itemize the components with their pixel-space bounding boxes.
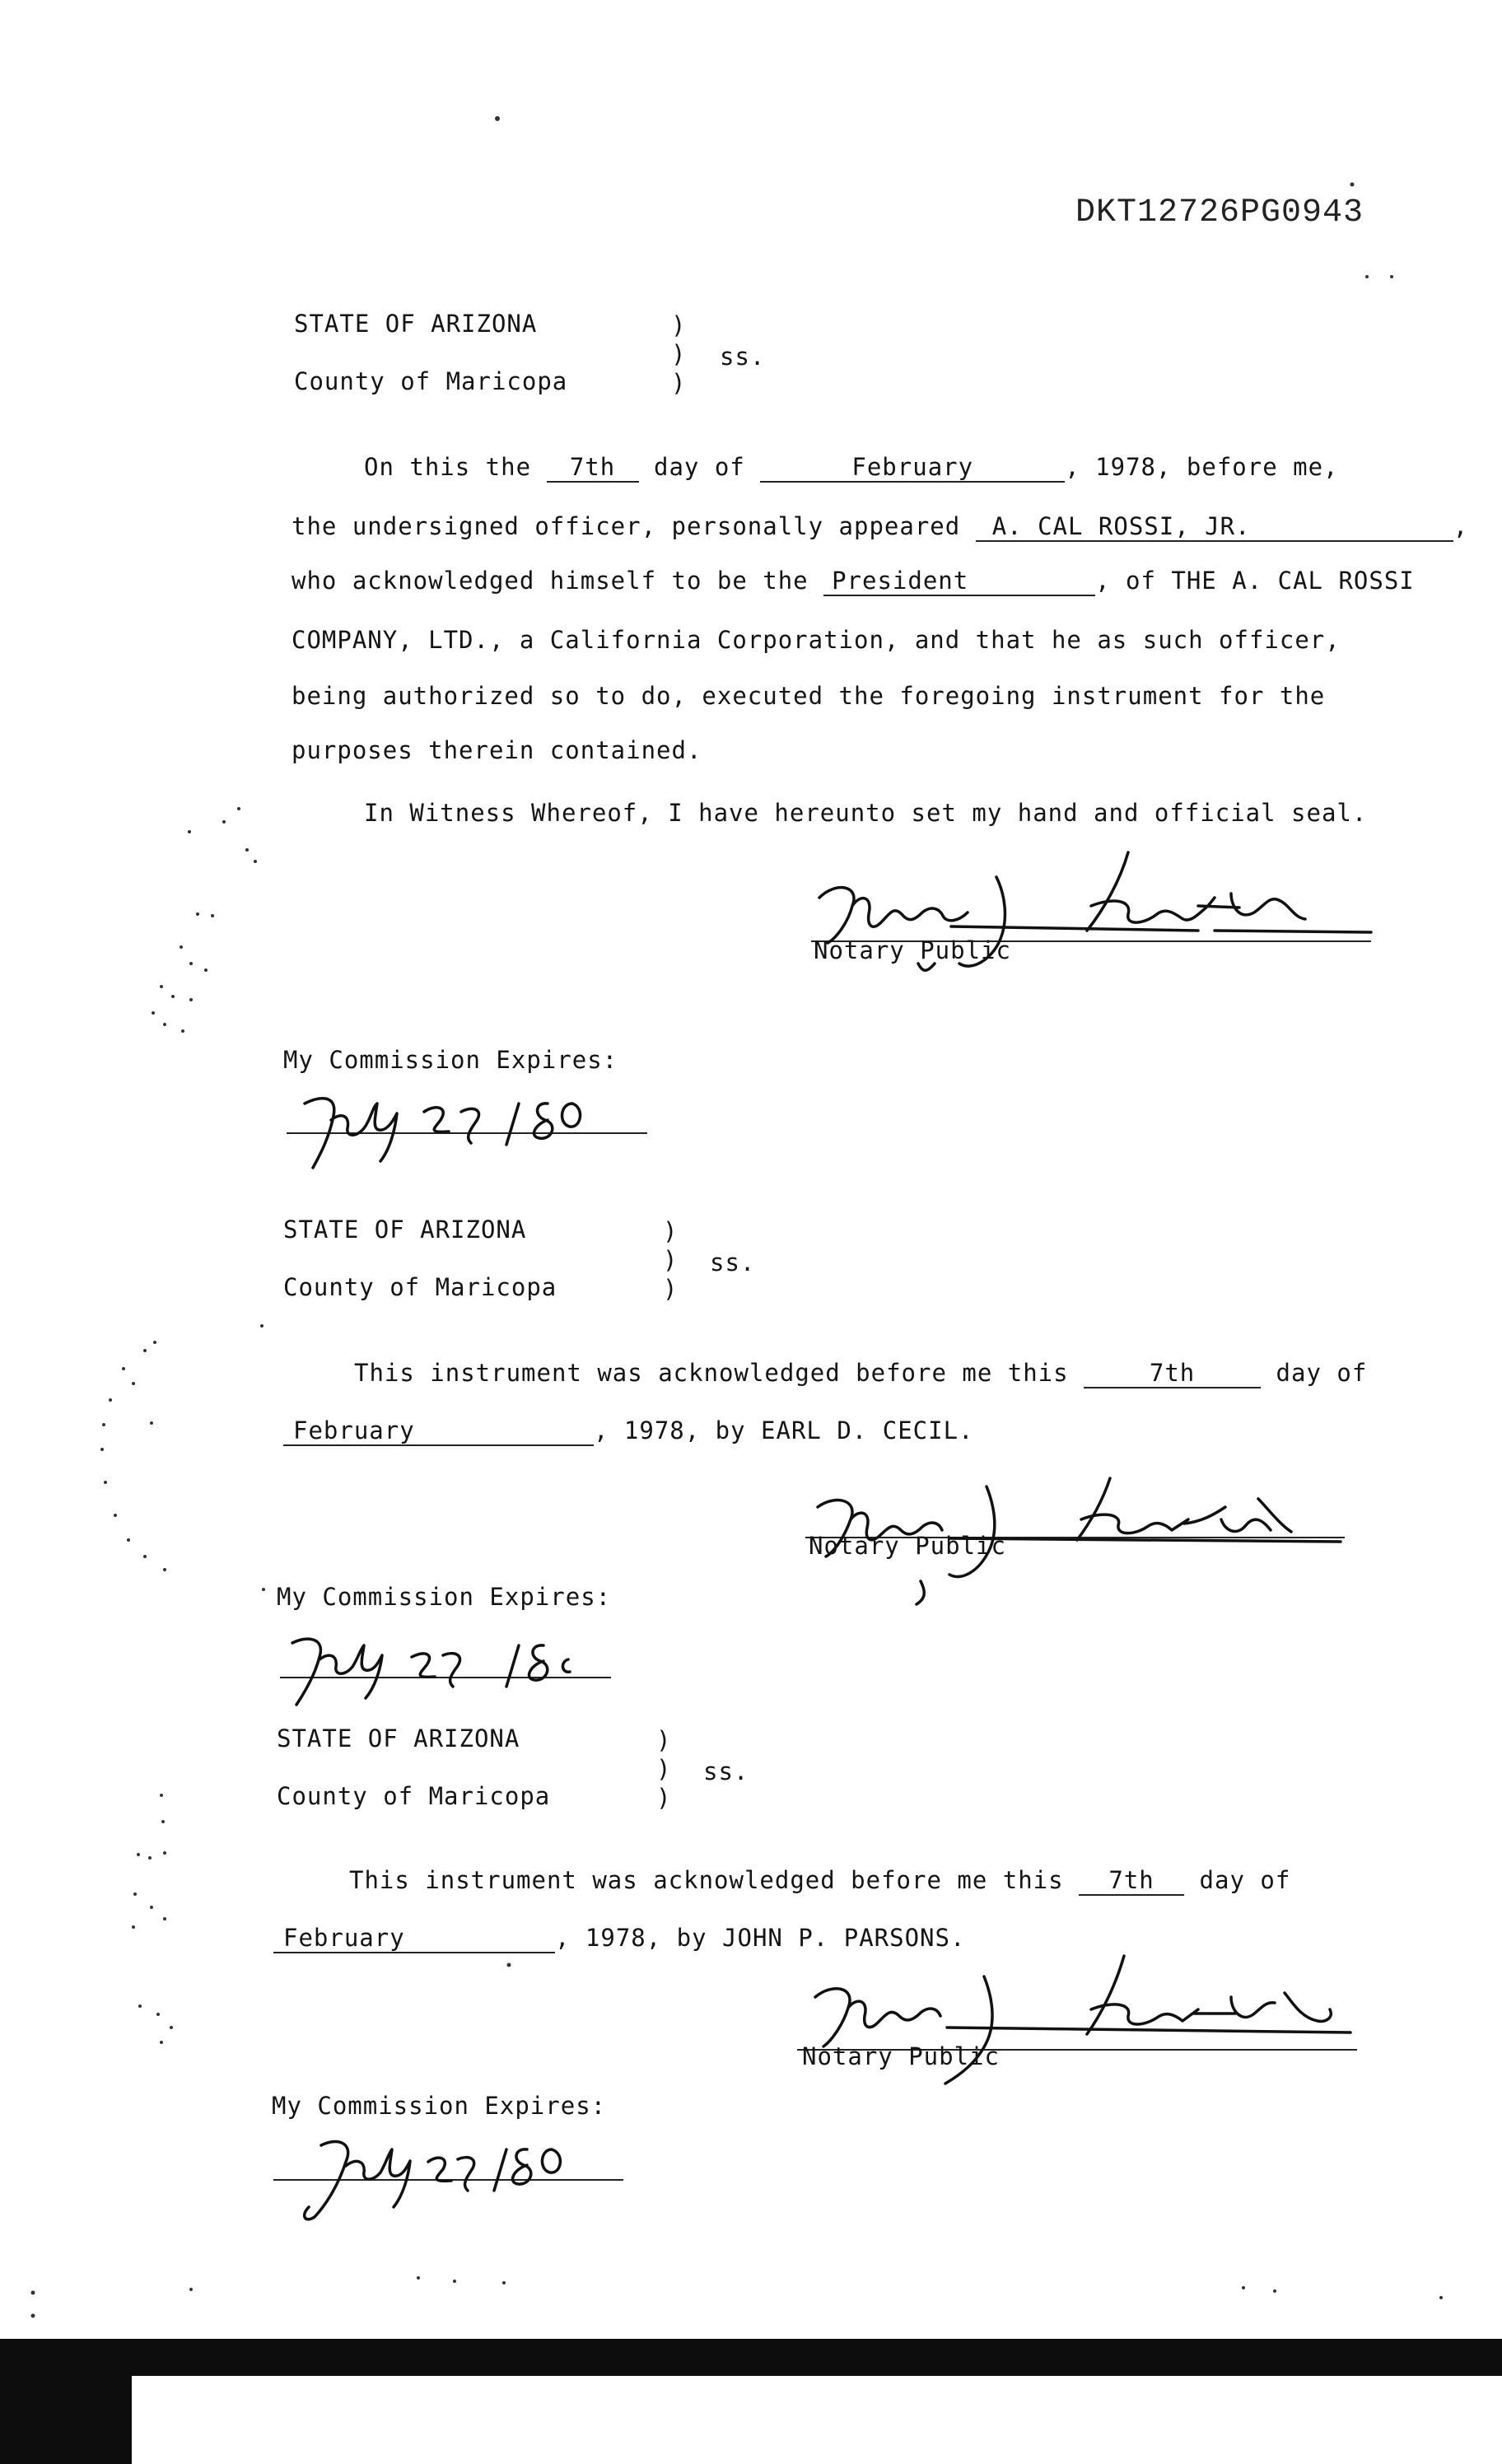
paren-1a: ) (671, 311, 687, 339)
ack-line-3 (292, 567, 1415, 596)
commission-date-1 (280, 1079, 642, 1178)
ss-label-1: ss. (720, 343, 766, 371)
county-heading-3: County of Maricopa (277, 1782, 551, 1810)
notary-signature-3 (791, 1952, 1367, 2092)
commission-date-3 (264, 2125, 626, 2232)
notary-label-2: Notary Public (809, 1532, 1006, 1560)
paren-1b: ) (671, 340, 687, 368)
person-field: A. CAL ROSSI, JR. (976, 514, 1453, 542)
state-heading-2: STATE OF ARIZONA (283, 1216, 527, 1244)
ack-line-2: the undersigned officer, personally appeared A. CAL ROSSI, JR. , (292, 512, 1469, 540)
ack-text: , 1978, before me, (1065, 453, 1339, 481)
ack-text: who acknowledged himself to be the (292, 567, 809, 595)
paren-1c: ) (671, 369, 687, 397)
state-heading-3: STATE OF ARIZONA (277, 1724, 520, 1752)
ack-line-1 (364, 453, 1339, 483)
commission-date-2 (272, 1622, 618, 1713)
county-heading-1: County of Maricopa (294, 367, 568, 395)
ack-text: This instrument was acknowledged before me this (349, 1866, 1064, 1894)
notary-signature-1 (803, 848, 1379, 988)
ack-text: , 1978, by JOHN P. PARSONS. (555, 1924, 966, 1952)
ack-text: day of (654, 453, 745, 481)
ack-line-6: purposes therein contained. (292, 736, 702, 764)
notary-label-3: Notary Public (802, 2042, 1000, 2070)
ack-text: day of (1276, 1359, 1368, 1387)
paren-3b: ) (656, 1755, 672, 1783)
ack3-line-2 (273, 1924, 965, 1953)
day-field: 7th (547, 455, 639, 483)
day-field-3: 7th (1079, 1868, 1184, 1896)
ack2-line-1 (354, 1359, 1367, 1388)
ack-text: This instrument was acknowledged before me this (354, 1359, 1069, 1387)
paren-2b: ) (663, 1246, 679, 1274)
ack-text: day of (1199, 1866, 1291, 1894)
ack3-line-1 (349, 1866, 1290, 1896)
month-field-3: February (273, 1925, 555, 1953)
document-number: DKT12726PG0943 (1075, 194, 1364, 231)
scan-paper-strip (132, 2376, 1502, 2464)
paren-3c: ) (656, 1784, 672, 1812)
month-field-2: February (283, 1418, 594, 1446)
ack-line-5: being authorized so to do, executed the foregoing instrument for the (292, 682, 1326, 710)
commission-label-1: My Commission Expires: (283, 1046, 618, 1074)
paren-3a: ) (656, 1726, 672, 1754)
notary-label-1: Notary Public (814, 936, 1011, 964)
county-heading-2: County of Maricopa (283, 1273, 557, 1301)
commission-label-3: My Commission Expires: (272, 2092, 607, 2120)
month-field: February (760, 455, 1065, 483)
paren-2a: ) (663, 1217, 679, 1245)
commission-label-2: My Commission Expires: (277, 1583, 612, 1611)
ack-text: the undersigned officer, personally appeared (292, 512, 961, 540)
ss-label-2: ss. (710, 1248, 756, 1276)
paren-2c: ) (663, 1275, 679, 1303)
day-field-2: 7th (1084, 1360, 1261, 1388)
ack-line-4: COMPANY, LTD., a California Corporation, and that he as such officer, (292, 626, 1341, 654)
ss-label-3: ss. (703, 1757, 749, 1785)
ack-text: On this the (364, 453, 532, 481)
witness-line: In Witness Whereof, I have hereunto set my hand and official seal. (364, 799, 1368, 827)
state-heading-1: STATE OF ARIZONA (294, 310, 538, 338)
ack-text: , of THE A. CAL ROSSI (1095, 567, 1415, 595)
ack2-line-2 (283, 1416, 974, 1446)
ack-text: , 1978, by EARL D. CECIL. (594, 1416, 974, 1444)
title-field: President (823, 568, 1095, 596)
